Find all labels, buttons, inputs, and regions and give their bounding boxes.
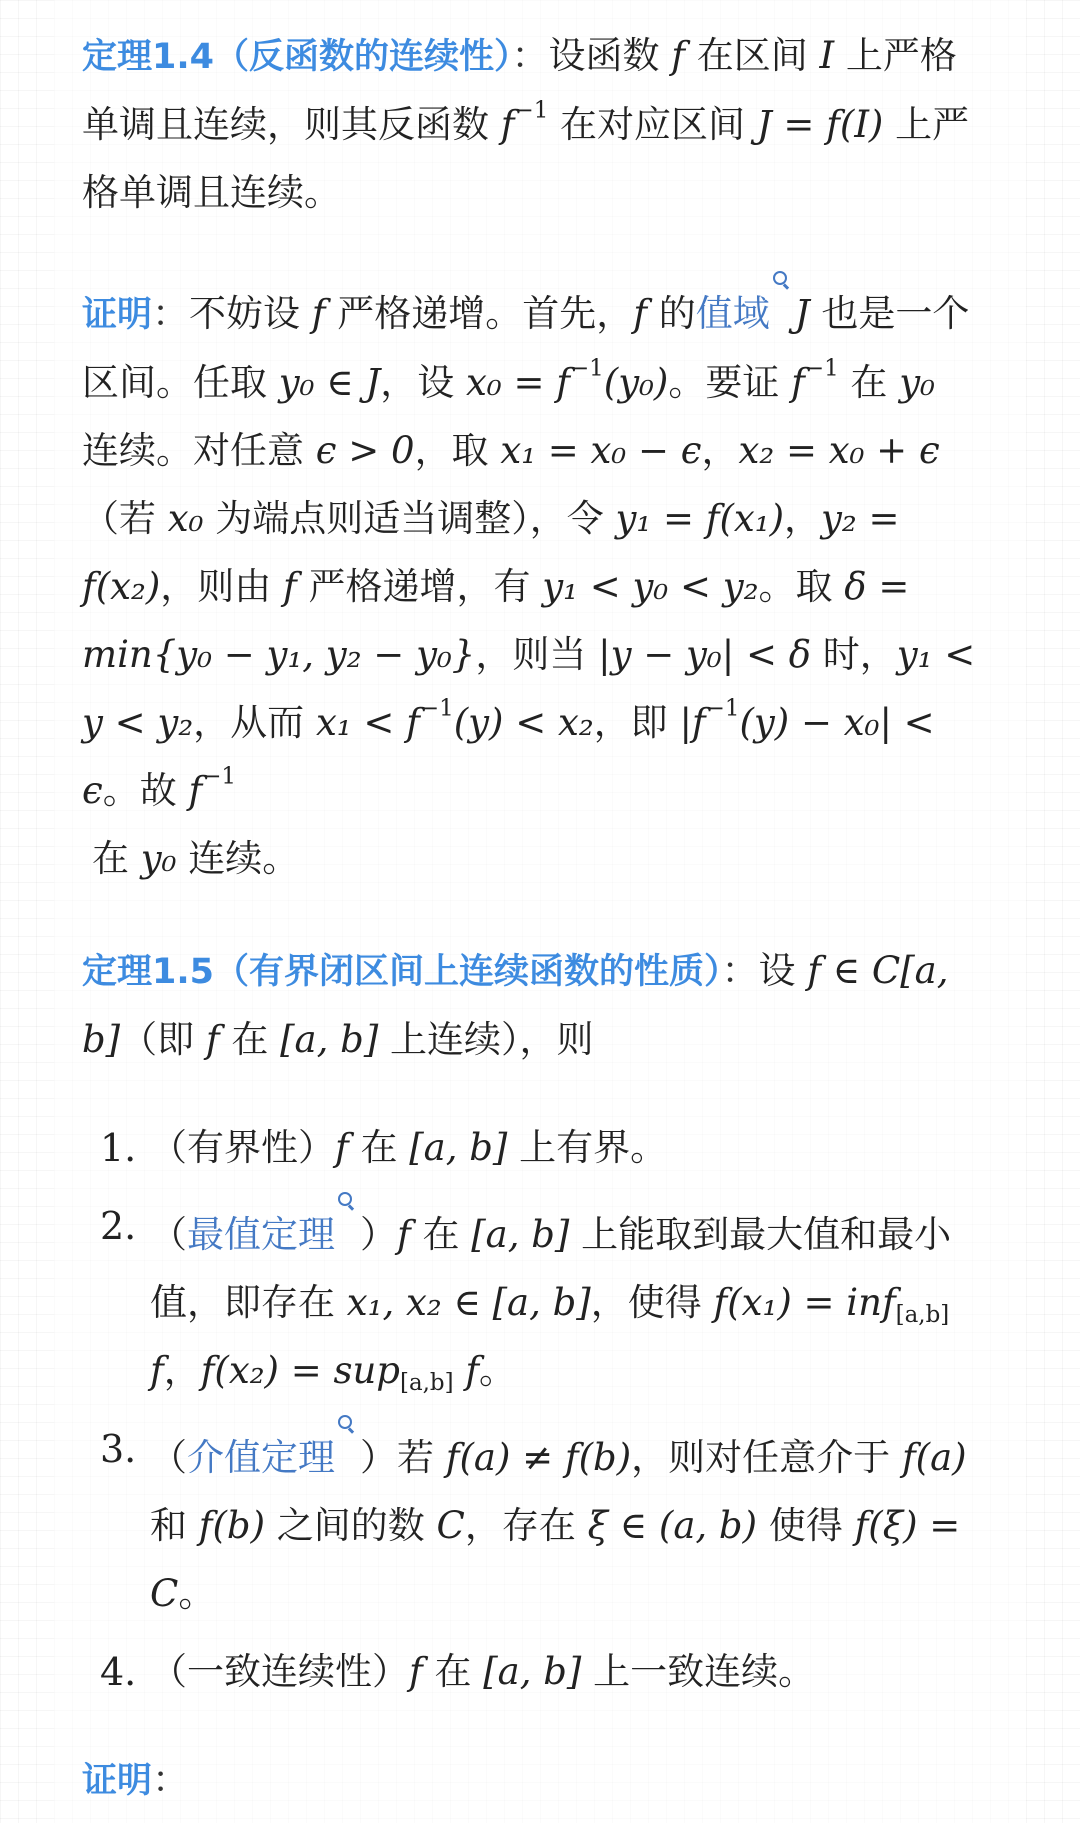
list-number: 3. <box>100 1426 137 1471</box>
math-fb: f(b) <box>198 1503 266 1547</box>
text: ，则当 <box>475 632 599 676</box>
math-ineq-1: y₁ < y₀ < y₂ <box>542 564 759 608</box>
math-f: f <box>409 1649 423 1693</box>
math-fxi: f(ξ) = C <box>150 1503 961 1615</box>
text: ，则对任意介于 <box>631 1435 902 1479</box>
intermediate-value-theorem-link[interactable]: 介值定理 <box>187 1435 335 1479</box>
math-fa: f(a) <box>901 1435 967 1479</box>
math-neq: f(a) ≠ f(b) <box>445 1435 632 1479</box>
colon: ： <box>511 34 549 77</box>
text: （即 <box>120 1017 206 1061</box>
math-f-inverse <box>791 355 839 404</box>
superscript: −1 <box>419 695 454 722</box>
subscript: [a,b] <box>400 1369 454 1396</box>
range-link[interactable]: 值域 <box>695 291 770 335</box>
search-icon-handle <box>348 1427 354 1433</box>
text: （若 <box>82 496 168 540</box>
math-J-eq: J = f(I) <box>756 103 884 146</box>
math-ab: [a, b] <box>409 1125 508 1169</box>
text: 上严格单调且连续，则其反函数 <box>82 34 957 146</box>
proof-heading: 证明 <box>82 1760 153 1801</box>
math-xi: ξ ∈ (a, b) <box>587 1503 758 1547</box>
text: 使得 <box>757 1503 855 1547</box>
math-part: |f <box>679 700 706 744</box>
text: 在对应区间 <box>548 103 757 146</box>
math-f-inverse <box>188 763 237 812</box>
colon: ： <box>152 1757 190 1801</box>
text: 在 <box>92 836 141 880</box>
text: ） <box>360 1435 397 1479</box>
text: 。要证 <box>668 360 792 404</box>
math-part: f(x₁) = inf <box>713 1280 896 1324</box>
math-J: J <box>794 291 810 335</box>
search-icon-handle <box>783 283 789 289</box>
text: 为端点则适当调整），令 <box>203 496 616 540</box>
math-ineq-2: y₁ < y < y₂ <box>82 632 976 744</box>
text: 在 <box>838 360 900 404</box>
search-icon[interactable] <box>338 1415 354 1431</box>
math-y0: y₀ <box>140 836 177 880</box>
text: 之间的数 <box>265 1503 437 1547</box>
theorem-1-5 <box>82 937 982 1074</box>
math-delta-eq: δ = min{y₀ − y₁, y₂ − y₀} <box>82 564 910 676</box>
colon: ： <box>721 948 759 992</box>
math-y0-in-J: y₀ ∈ J <box>278 360 381 404</box>
text: 严格递增，有 <box>296 564 543 608</box>
spacer <box>82 893 982 937</box>
math-x2-eq: x₂ = x₀ + ϵ <box>738 428 940 472</box>
math-sup <box>200 1348 480 1396</box>
math-x12: x₁, x₂ ∈ [a, b] <box>346 1280 591 1324</box>
spacer <box>82 227 982 271</box>
math-x0: x₀ <box>167 496 204 540</box>
list-item <box>82 1192 982 1405</box>
proof-1 <box>82 271 982 893</box>
math-part: x₀ = f <box>466 360 570 404</box>
math-ineq-3 <box>315 695 594 744</box>
text: 上能取到最大值和最小值，即存在 <box>150 1212 952 1324</box>
text: 。 <box>479 1348 517 1392</box>
text: 上连续），则 <box>378 1017 594 1061</box>
text: ，使得 <box>590 1280 714 1324</box>
text: 在区间 <box>684 34 820 77</box>
text: 也是一个区间。任取 <box>82 291 970 404</box>
text: ，即 <box>593 700 680 744</box>
math-x0-eq <box>466 355 669 404</box>
text: 在 <box>410 1212 472 1256</box>
text: 在 <box>422 1649 484 1693</box>
math-f: f <box>671 34 685 77</box>
article-content <box>82 22 982 1815</box>
superscript: −1 <box>514 97 549 124</box>
list-item <box>82 1114 982 1182</box>
math-f: f <box>397 1212 411 1256</box>
list-number: 2. <box>100 1203 137 1248</box>
text: 设 <box>758 948 808 992</box>
math-ab: [a, b] <box>280 1017 379 1061</box>
list-number: 4. <box>100 1649 137 1694</box>
text: 。故 <box>102 768 189 812</box>
math-abs-cond: |y − y₀| < δ <box>598 632 812 676</box>
text: ，存在 <box>464 1503 588 1547</box>
theorem-1-4 <box>82 22 982 227</box>
text: 在 <box>219 1017 281 1061</box>
text: 和 <box>150 1503 199 1547</box>
text: 。取 <box>758 564 845 608</box>
superscript: −1 <box>569 355 604 382</box>
math-part: f <box>150 1348 164 1392</box>
math-part: f(x₂) = sup <box>200 1348 400 1392</box>
math-ab: [a, b] <box>483 1649 582 1693</box>
math-x1-eq: x₁ = x₀ − ϵ <box>500 428 702 472</box>
text: 若 <box>397 1435 446 1479</box>
math-part: (y) − x₀| < ϵ <box>82 700 935 812</box>
property-list <box>82 1114 982 1706</box>
math-f: f <box>633 291 647 335</box>
text: 上一致连续。 <box>581 1649 816 1693</box>
extreme-value-theorem-link[interactable]: 最值定理 <box>187 1212 335 1256</box>
math-f-in-C: f ∈ C[a, b] <box>82 948 949 1061</box>
superscript: −1 <box>202 763 237 790</box>
text: 设函数 <box>548 34 672 77</box>
text: （ <box>150 1435 187 1479</box>
proof-2 <box>82 1746 982 1815</box>
text: ，取 <box>414 428 501 472</box>
math-ab: [a, b] <box>471 1212 570 1256</box>
text: 的 <box>646 291 696 335</box>
math-y2-eq: y₂ = f(x₂) <box>82 496 900 608</box>
text: （一致连续性） <box>150 1649 409 1693</box>
list-item <box>82 1415 982 1628</box>
math-y1-eq: y₁ = f(x₁) <box>615 496 785 540</box>
math-part: (y) < x₂ <box>453 700 594 744</box>
search-icon[interactable] <box>773 271 789 287</box>
math-f: f <box>500 103 515 146</box>
subscript: [a,b] <box>895 1301 950 1328</box>
math-f: f <box>311 291 326 335</box>
math-eps-gt: ϵ > 0 <box>315 428 415 472</box>
theorem-1-4-heading: 定理1.4（反函数的连续性） <box>82 37 512 77</box>
text: 不妨设 <box>189 291 312 335</box>
text: 连续。对任意 <box>82 428 316 472</box>
text: ， <box>163 1348 201 1392</box>
text: ， <box>784 496 822 540</box>
math-f: f <box>205 1017 220 1061</box>
search-icon[interactable] <box>338 1192 354 1208</box>
text: 上有界。 <box>507 1125 668 1169</box>
math-part: (y₀) <box>603 360 669 404</box>
text: （ <box>150 1212 187 1256</box>
math-f: f <box>283 564 297 608</box>
math-C: C <box>436 1503 465 1547</box>
theorem-1-5-heading: 定理1.5（有界闭区间上连续函数的性质） <box>82 951 722 992</box>
text: 连续。 <box>176 836 300 880</box>
proof-heading: 证明 <box>82 294 153 335</box>
text: ，从而 <box>193 700 316 744</box>
list-item <box>82 1638 982 1706</box>
colon: ： <box>152 291 190 335</box>
math-f: f <box>791 360 805 404</box>
math-part: f <box>453 1348 480 1392</box>
math-I: I <box>819 34 835 77</box>
text: 。 <box>178 1571 216 1615</box>
text: 上严格单调且连续。 <box>82 103 970 214</box>
math-f: f <box>188 768 203 812</box>
superscript: −1 <box>804 355 839 382</box>
math-f: f <box>335 1125 349 1169</box>
text: 在 <box>348 1125 410 1169</box>
text: （有界性） <box>150 1125 335 1169</box>
math-part: x₁ < f <box>315 700 420 744</box>
math-y0: y₀ <box>899 360 935 404</box>
spacer <box>82 1074 982 1114</box>
superscript: −1 <box>705 695 740 722</box>
list-number: 1. <box>100 1125 137 1170</box>
text: 时， <box>811 632 897 676</box>
text: ） <box>360 1212 397 1256</box>
text: 严格递增。首先， <box>325 291 634 335</box>
math-f-inverse <box>500 97 549 146</box>
text: ， <box>701 428 739 472</box>
text: ，设 <box>380 360 467 404</box>
text: ，则由 <box>160 564 284 608</box>
search-icon-handle <box>348 1204 354 1210</box>
spacer <box>82 1716 982 1746</box>
